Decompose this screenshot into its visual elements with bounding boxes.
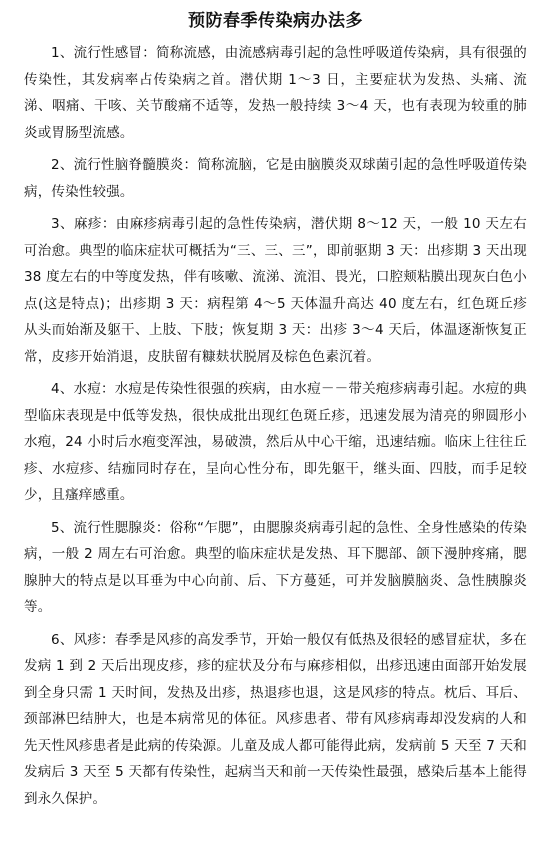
document-title: 预防春季传染病办法多 bbox=[188, 11, 363, 31]
paragraph-mumps: 5、流行性腮腺炎：俗称“乍腮”，由腮腺炎病毒引起的急性、全身性感染的传染病，一般 2 周左右可治愈。典型的临床症状是发热、耳下腮部、颌下漫肿疼痛，腮腺肿大的特点是以耳垂为中心向前、后、下方蔓延，可并发脑膜脑炎、急性胰腺炎等。 bbox=[24, 519, 527, 615]
paragraph-flu: 1、流行性感冒：简称流感，由流感病毒引起的急性呼吸道传染病，具有很强的传染性，其发病率占传染病之首。潜伏期 1～3 日，主要症状为发热、头痛、流涕、咽痛、干咳、关节酸痛不适等，发热一般持续 3～4 天，也有表现为较重的肺炎或胃肠型流感。 bbox=[24, 45, 527, 141]
paragraph-chickenpox: 4、水痘：水痘是传染性很强的疾病，由水痘－－带关疱疹病毒引起。水痘的典型临床表现是中低等发热，很快成批出现红色斑丘疹，迅速发展为清亮的卵圆形小水疱，24 小时后水疱变浑浊，易破溃，然后从中心干缩，迅速结痂。临床上往往丘疹、水痘疹、结痂同时存在，呈向心性分布，即先躯干，继头面、四肢，而手足较少，且瘙痒感重。 bbox=[24, 381, 527, 503]
paragraph-measles: 3、麻疹：由麻疹病毒引起的急性传染病，潜伏期 8～12 天，一般 10 天左右可治愈。典型的临床症状可概括为“三、三、三”，即前驱期 3 天：出疹期 3 天出现 38 度左右的中等度发热，伴有咳嗽、流涕、流泪、畏光，口腔颊粘膜出现灰白色小点(这是特点)；出疹期 3 天：病程第 4～5 天体温升高达 40 度左右，红色斑丘疹从头而始渐及躯干、上肢、下肢；恢复期 3 天：出疹 3～4 天后，体温逐渐恢复正常，皮疹开始消退，皮肤留有糠麸状脱屑及棕色色素沉着。 bbox=[24, 216, 527, 365]
paragraph-meningitis: 2、流行性脑脊髓膜炎：简称流脑，它是由脑膜炎双球菌引起的急性呼吸道传染病，传染性较强。 bbox=[24, 157, 527, 200]
paragraph-rubella: 6、风疹：春季是风疹的高发季节，开始一般仅有低热及很轻的感冒症状，多在发病 1 到 2 天后出现皮疹，疹的症状及分布与麻疹相似，出疹迅速由面部开始发展到全身只需 1 天时间，发热及出疹，热退疹也退，这是风疹的特点。枕后、耳后、颈部淋巴结肿大，也是本病常见的体征。风疹患者、带有风疹病毒却没发病的人和先天性风疹患者是此病的传染源。儿童及成人都可能得此病，发病前 5 天至 7 天和发病后 3 天至 5 天都有传染性，起病当天和前一天传染性最强，感染后基本上能得到永久保护。 bbox=[24, 631, 527, 807]
